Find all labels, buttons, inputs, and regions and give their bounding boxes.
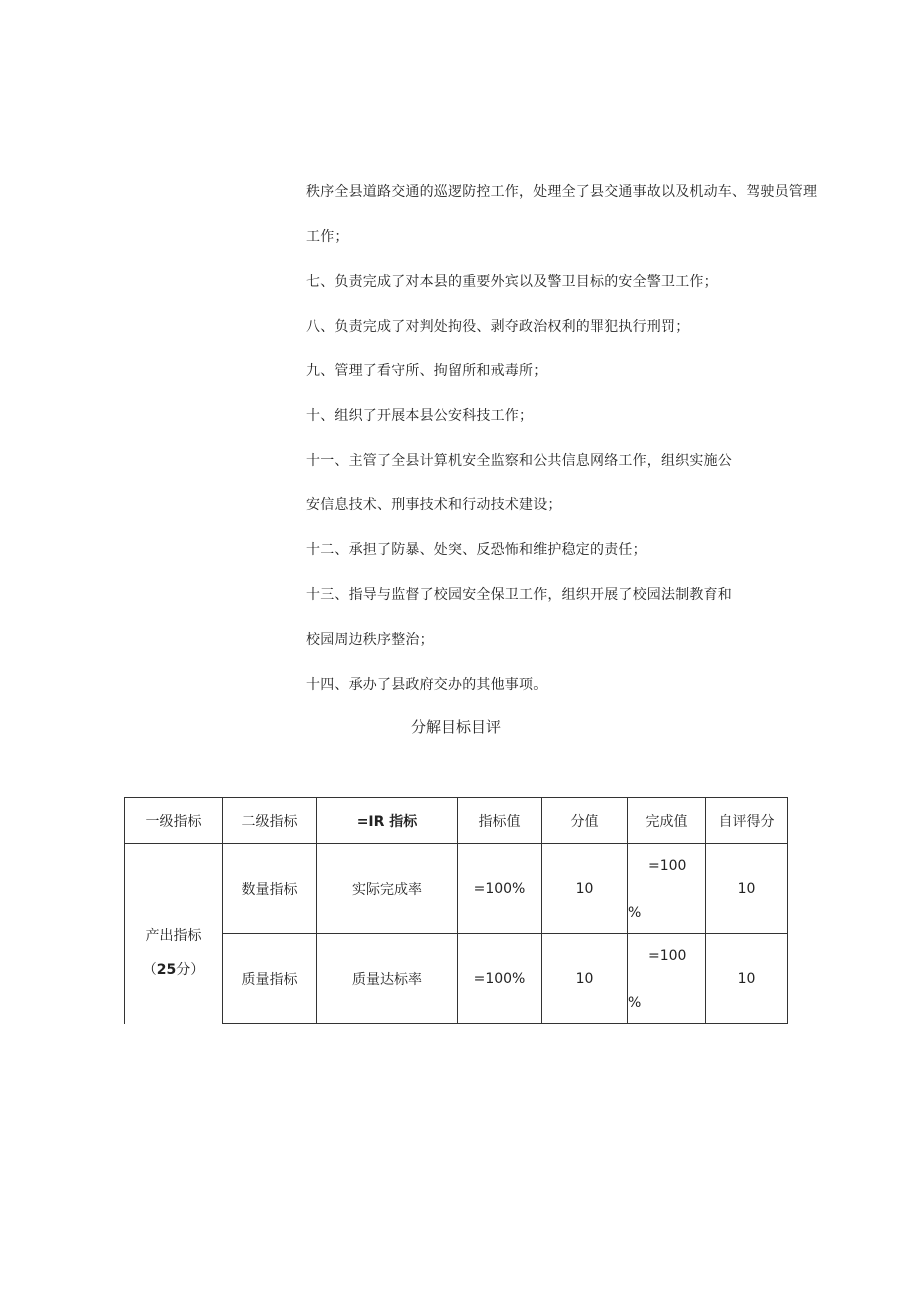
header-cell: 二级指标 bbox=[223, 798, 317, 844]
level3-cell: 质量达标率 bbox=[317, 934, 458, 1024]
paragraph-line: 十三、指导与监督了校园安全保卫工作，组织开展了校园法制教育和 bbox=[306, 587, 732, 603]
level3-cell: 实际完成率 bbox=[317, 844, 458, 934]
group-cell bbox=[125, 844, 223, 1024]
paragraph-line: 十四、承办了县政府交办的其他事项。 bbox=[306, 677, 548, 693]
actual-value: =100 bbox=[648, 948, 687, 964]
header-cell: 一级指标 bbox=[125, 798, 223, 844]
self-score-cell: 10 bbox=[706, 844, 788, 934]
paragraph-line: 工作； bbox=[306, 229, 349, 245]
actual-value: =100 bbox=[648, 858, 687, 874]
paragraph-line: 校园周边秩序整治； bbox=[306, 632, 434, 648]
paragraph-line: 十一、主管了全县计算机安全监察和公共信息网络工作，组织实施公 bbox=[306, 453, 732, 469]
section-title: 分解目标目评 bbox=[410, 718, 501, 736]
table-row bbox=[125, 934, 788, 1024]
self-score-cell: 10 bbox=[706, 934, 788, 1024]
paragraph-line: 秩序全县道路交通的巡逻防控工作，处理全了县交通事故以及机动车、驾驶员管理 bbox=[306, 184, 818, 200]
actual-cell bbox=[628, 934, 706, 1024]
header-cell: 分值 bbox=[542, 798, 628, 844]
header-cell: 指标值 bbox=[458, 798, 542, 844]
actual-unit: % bbox=[628, 995, 642, 1011]
header-cell: =IR 指标 bbox=[317, 798, 458, 844]
group-score: （25分） bbox=[142, 961, 205, 978]
paragraph-line: 九、管理了看守所、拘留所和戒毒所； bbox=[306, 363, 548, 379]
level2-cell: 数量指标 bbox=[223, 844, 317, 934]
score-cell: 10 bbox=[542, 844, 628, 934]
target-cell: =100% bbox=[458, 844, 542, 934]
paragraph-line: 八、负责完成了对判处拘役、剥夺政治权利的罪犯执行刑罚； bbox=[306, 319, 690, 335]
group-label: 产出指标 bbox=[145, 927, 202, 944]
actual-cell bbox=[628, 844, 706, 934]
paragraph-line: 十、组织了开展本县公安科技工作； bbox=[306, 408, 534, 424]
table-header-row bbox=[125, 798, 788, 844]
header-cell: 完成值 bbox=[628, 798, 706, 844]
actual-unit: % bbox=[628, 905, 642, 921]
paragraph-line: 安信息技术、刑事技术和行动技术建设； bbox=[306, 497, 562, 513]
paragraph-line: 十二、承担了防暴、处突、反恐怖和维护稳定的责任； bbox=[306, 542, 647, 558]
target-cell: =100% bbox=[458, 934, 542, 1024]
header-cell: 自评得分 bbox=[706, 798, 788, 844]
indicator-table bbox=[124, 797, 788, 1024]
score-cell: 10 bbox=[542, 934, 628, 1024]
level2-cell: 质量指标 bbox=[223, 934, 317, 1024]
paragraph-line: 七、负责完成了对本县的重要外宾以及警卫目标的安全警卫工作； bbox=[306, 274, 718, 290]
table-row bbox=[125, 844, 788, 934]
